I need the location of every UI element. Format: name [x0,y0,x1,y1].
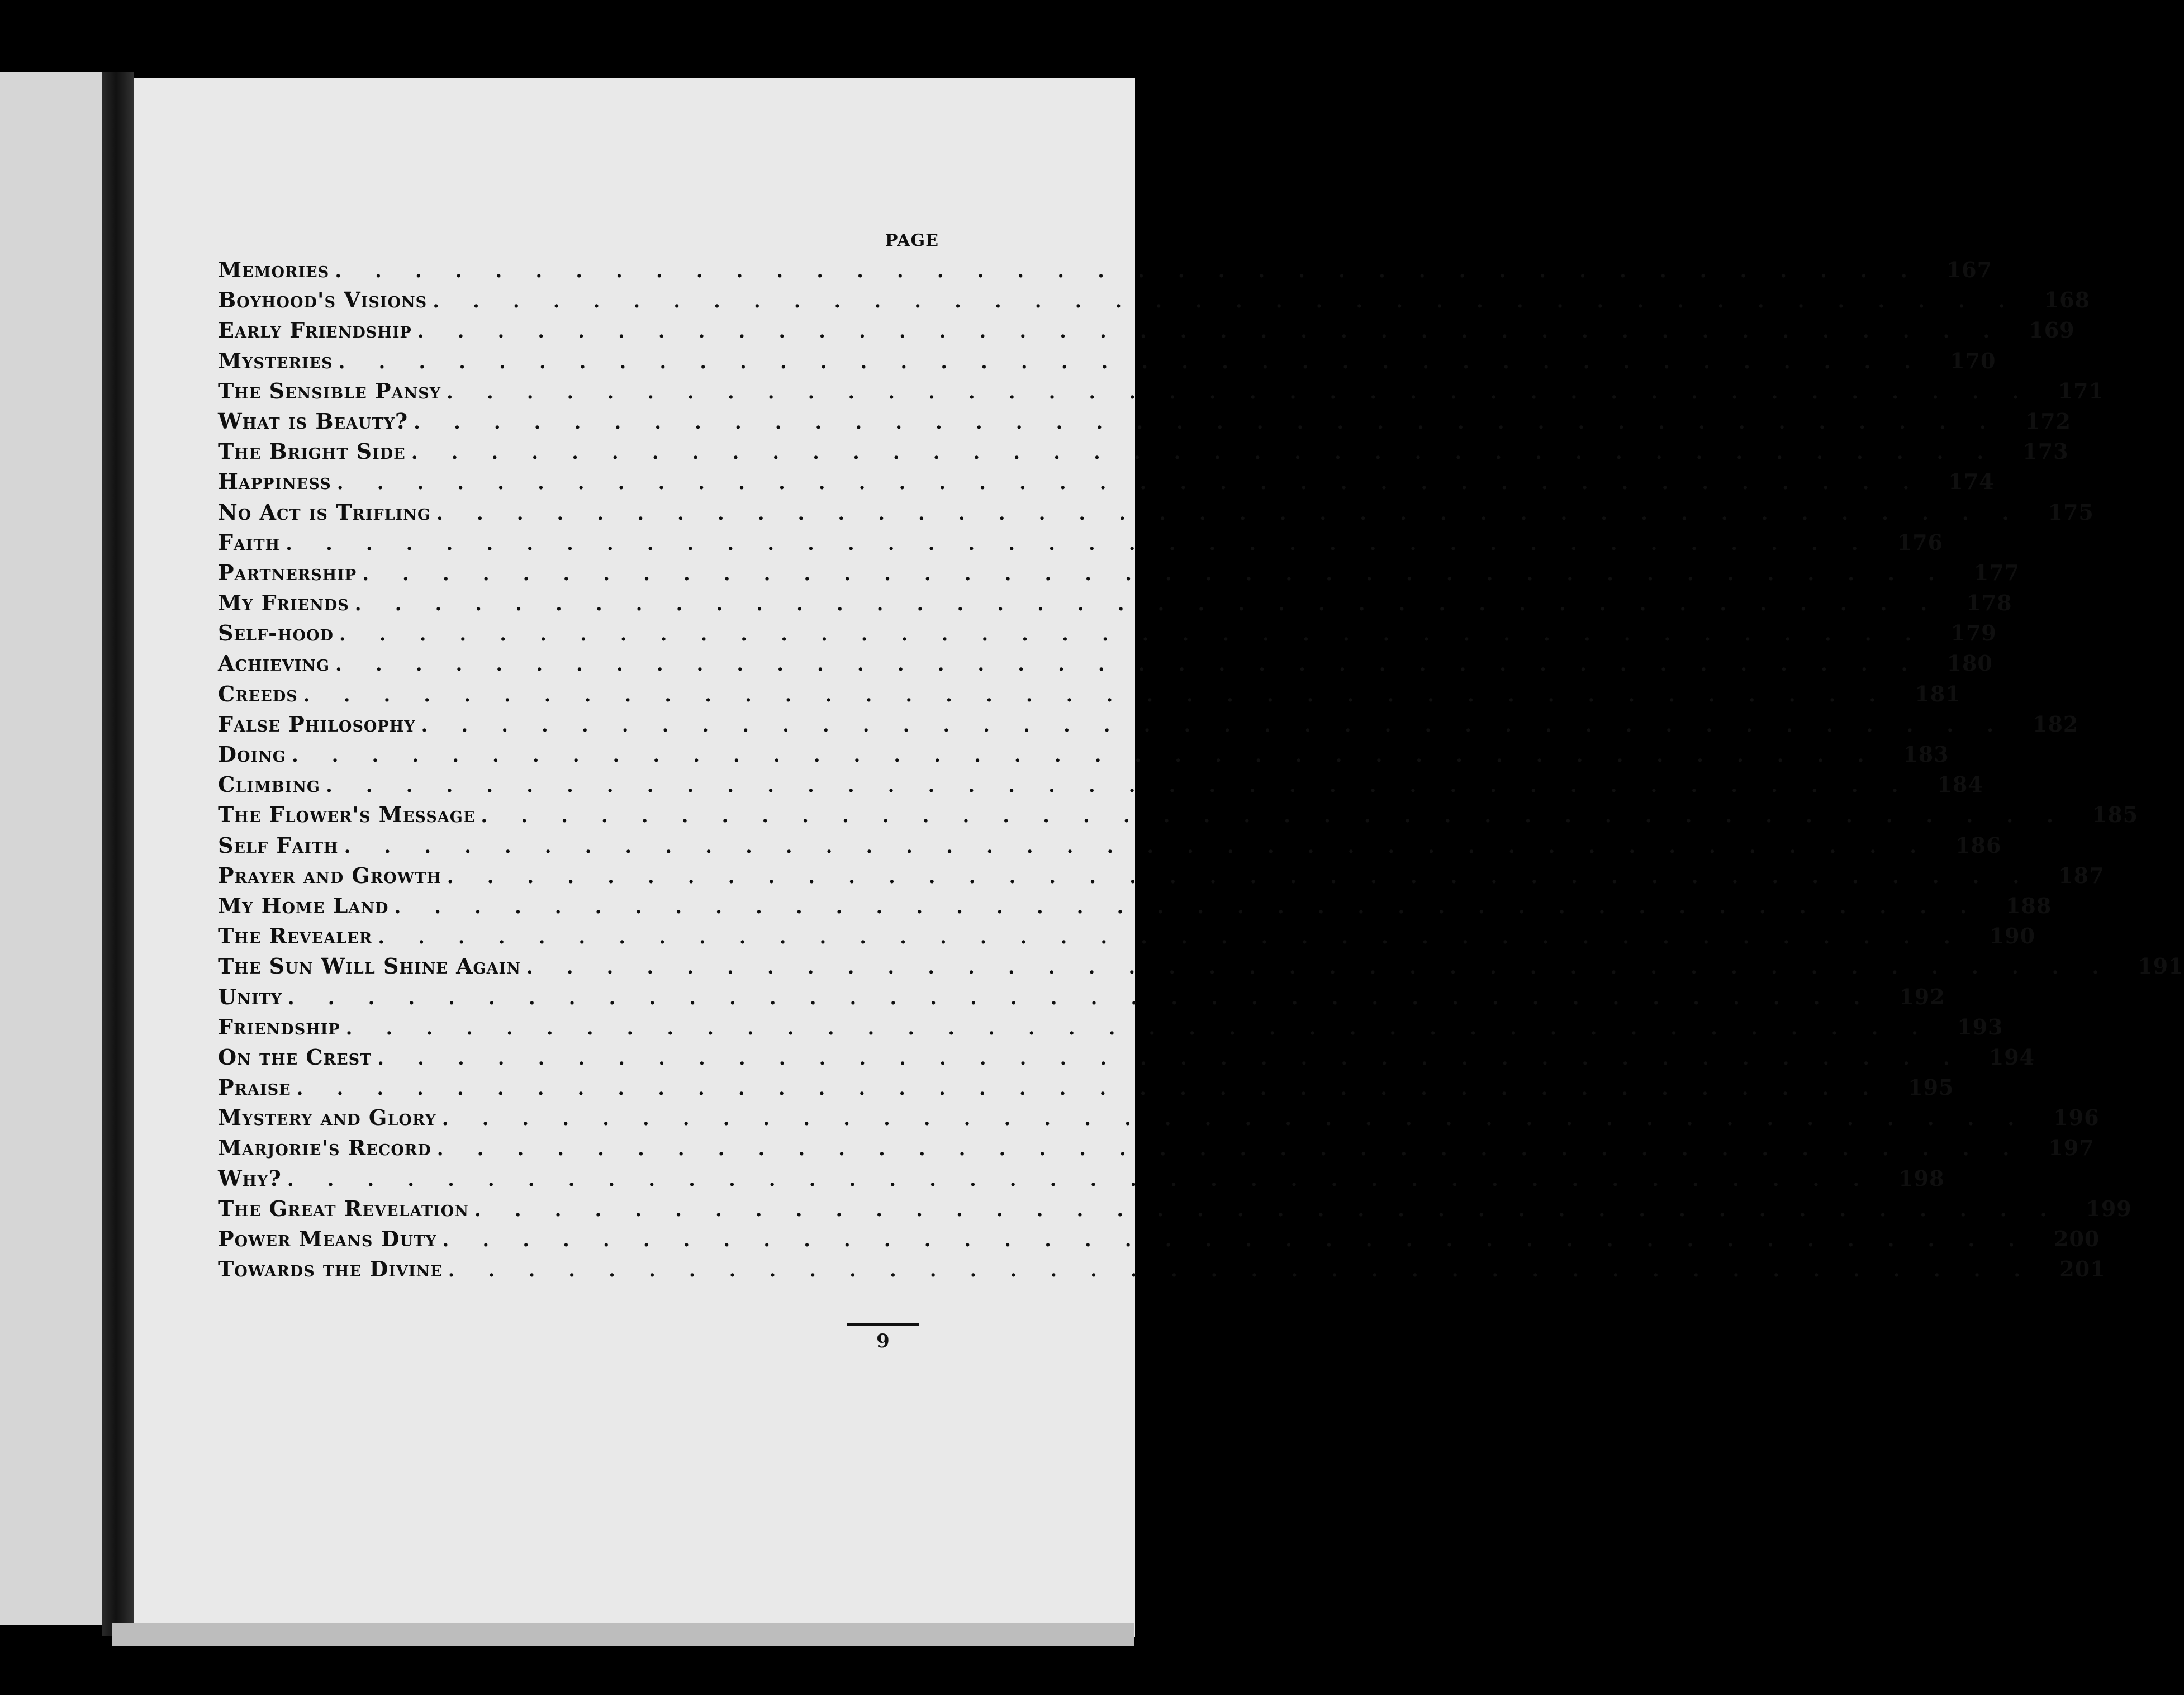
toc-entry-page: 167 [1946,257,1993,282]
toc-entry-page: 185 [2092,802,2139,828]
toc-entry-page: 195 [1908,1075,1954,1100]
toc-entry-title: The Sun Will Shine Again [218,953,521,979]
toc-entry-title: The Sensible Pansy [218,378,441,403]
toc-entry [218,862,2105,893]
toc-entry [218,742,1949,772]
toc-entry-title: False Philosophy [218,711,416,737]
toc-entry-page: 192 [1899,984,1945,1009]
dot-leader: ........................................ [291,744,1898,767]
dot-leader: ........................................ [335,653,1941,676]
folio-rule [847,1323,919,1326]
toc-entry-title: The Bright Side [218,439,406,464]
dot-leader: ........................................ [344,835,1950,858]
toc-entry-page: 188 [2005,892,2052,918]
toc-entry-title: The Revealer [218,923,373,949]
toc-entry [218,1044,2035,1075]
facing-page-edge [0,72,112,1625]
toc-entry-title: Prayer and Growth [218,862,441,888]
dot-leader: ........................................ [447,381,2053,403]
toc-entry-page: 175 [2048,499,2094,525]
toc-entry-title: Mystery and Glory [218,1105,436,1131]
dot-leader: ........................................ [441,1108,2048,1131]
toc-entry [218,499,2094,530]
toc-entry [218,348,1996,378]
dot-leader: ........................................ [436,1138,2043,1161]
dot-leader: ........................................ [345,1017,1952,1039]
toc-entry-page: 182 [2033,711,2079,737]
dot-leader: ........................................ [296,1077,1903,1100]
dot-leader: ........................................ [339,623,1945,646]
toc-entry [218,1226,2100,1256]
toc-entry [218,1014,2003,1044]
toc-entry-title: Praise [218,1075,291,1100]
toc-entry-title: No Act is Trifling [218,499,431,525]
dot-leader: ........................................ [286,532,1892,555]
toc-entry-title: Friendship [218,1014,340,1039]
toc-list [218,257,2184,1286]
toc-entry [218,1165,1945,1196]
toc-entry [218,439,2069,469]
toc-entry-page: 199 [2086,1195,2132,1221]
toc-entry [218,802,2139,832]
toc-entry-title: Marjorie's Record [218,1135,431,1161]
toc-entry-page: 180 [1946,651,1993,676]
dot-leader: ........................................ [325,775,1932,797]
dot-leader: ........................................ [411,441,2017,464]
dot-leader: ........................................ [481,805,2087,828]
toc-entry-page: 190 [1989,923,2036,949]
page-number: 9 [876,1330,890,1352]
toc-entry-page: 193 [1957,1014,2003,1039]
toc-entry-title: Faith [218,529,281,555]
dot-leader: ........................................ [447,865,2053,888]
dot-leader: ........................................ [442,1229,2049,1251]
page-column-label: PAGE [885,231,939,250]
toc-entry [218,1075,1954,1105]
toc-entry-page: 174 [1948,469,1995,495]
toc-entry-page: 194 [1988,1044,2035,1070]
page-bottom-edge [112,1623,1134,1646]
toc-entry-page: 170 [1950,348,1996,373]
dot-leader: ........................................ [526,956,2133,979]
toc-entry-title: Why? [218,1165,282,1191]
dot-leader: ........................................ [414,411,2020,434]
toc-entry [218,529,1943,560]
toc-entry-title: Doing [218,742,286,767]
dot-leader: ........................................ [378,926,1984,949]
toc-entry-page: 187 [2058,862,2105,888]
dot-leader: ........................................ [303,683,1910,706]
dot-leader: ........................................ [287,986,1894,1009]
toc-entry [218,984,1945,1014]
toc-entry [218,378,2104,409]
dot-leader: ........................................ [287,1168,1893,1191]
dot-leader: ........................................ [354,593,1961,616]
toc-entry-page: 177 [1973,559,2020,585]
toc-entry-title: Boyhood's Visions [218,287,428,313]
toc-entry-page: 186 [1955,832,2002,858]
toc-entry-page: 168 [2044,287,2090,313]
toc-entry [218,832,2002,863]
table-of-contents [218,226,2184,1286]
toc-entry [218,711,2079,742]
toc-entry-title: Happiness [218,469,331,495]
toc-entry-page: 178 [1966,590,2012,616]
dot-leader: ........................................ [474,1198,2081,1221]
toc-entry [218,892,2052,923]
dot-leader: ........................................ [421,714,2028,737]
toc-entry-page: 173 [2022,439,2069,464]
toc-entry-title: Memories [218,257,330,282]
toc-entry-title: My Home Land [218,892,389,918]
toc-entry-page: 191 [2138,953,2184,979]
toc-entry-title: Partnership [218,559,357,585]
toc-entry [218,953,2184,984]
toc-entry-page: 172 [2025,408,2071,434]
dot-leader: ........................................ [394,895,2000,918]
toc-entry [218,1135,2095,1165]
toc-entry [218,257,1993,287]
book-spine [102,72,134,1636]
dot-leader: ........................................ [336,472,1943,495]
toc-entry [218,317,2075,348]
toc-entry-page: 169 [2029,317,2075,343]
toc-entry-title: Achieving [218,651,330,676]
dot-leader: ........................................ [338,350,1945,373]
toc-entry-title: Self-hood [218,620,334,646]
toc-entry [218,620,1997,651]
toc-entry [218,559,2020,590]
toc-entry-title: Early Friendship [218,317,412,343]
toc-entry-title: Unity [218,984,282,1009]
toc-entry-page: 181 [1915,681,1961,706]
dot-leader: ........................................ [335,260,1941,282]
dot-leader: ........................................ [362,562,1968,585]
toc-entry [218,681,1961,711]
toc-entry-title: What is Beauty? [218,408,409,434]
toc-entry-title: The Great Revelation [218,1195,469,1221]
dot-leader: ........................................ [377,1047,1983,1070]
toc-entry-title: Climbing [218,772,320,797]
toc-entry [218,469,1995,499]
toc-entry-page: 201 [2059,1256,2106,1282]
toc-entry-title: My Friends [218,590,349,616]
toc-entry-page: 196 [2053,1105,2100,1131]
toc-entry-page: 200 [2054,1226,2100,1251]
toc-entry-title: Power Means Duty [218,1226,437,1251]
toc-entry-title: Self Faith [218,832,339,858]
toc-entry-title: Towards the Divine [218,1256,443,1282]
toc-entry [218,590,2012,620]
toc-entry-title: Mysteries [218,348,333,373]
dot-leader: ........................................ [417,320,2024,343]
toc-entry [218,1256,2106,1286]
toc-entry-page: 198 [1898,1165,1945,1191]
toc-header [218,226,939,257]
toc-entry [218,408,2071,439]
dot-leader: ........................................ [436,502,2043,525]
toc-entry [218,1105,2100,1135]
toc-entry [218,923,2036,953]
toc-entry-page: 184 [1937,772,1983,797]
toc-entry [218,1195,2132,1226]
toc-entry-title: Creeds [218,681,298,706]
toc-entry-page: 197 [2048,1135,2095,1161]
toc-entry [218,287,2090,317]
dot-leader: ........................................ [433,290,2039,313]
toc-entry [218,651,1993,681]
toc-entry-page: 179 [1950,620,1997,646]
toc-entry-page: 176 [1897,529,1943,555]
toc-entry-title: The Flower's Message [218,802,476,828]
dot-leader: ........................................ [448,1259,2054,1282]
toc-entry-page: 183 [1903,742,1949,767]
toc-entry [218,772,1983,802]
toc-entry-title: On the Crest [218,1044,372,1070]
toc-entry-page: 171 [2058,378,2104,403]
